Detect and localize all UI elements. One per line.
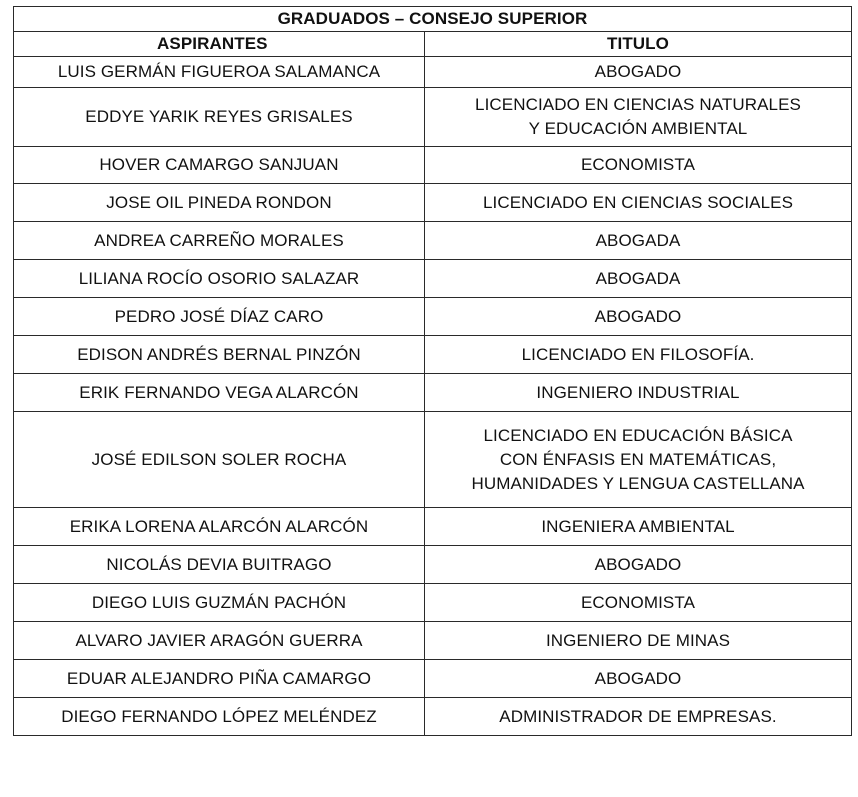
table-row [14,336,852,374]
aspirante-cell: ALVARO JAVIER ARAGÓN GUERRA [14,622,425,660]
table-row [14,147,852,184]
document-page [13,6,851,736]
graduates-table [13,6,852,736]
aspirante-cell: DIEGO LUIS GUZMÁN PACHÓN [14,584,425,622]
titulo-cell: ADMINISTRADOR DE EMPRESAS. [425,698,852,736]
table-title-row [14,7,852,32]
aspirante-cell: HOVER CAMARGO SANJUAN [14,147,425,184]
table-row [14,698,852,736]
titulo-cell: LICENCIADO EN CIENCIAS SOCIALES [425,184,852,222]
aspirante-cell: EDISON ANDRÉS BERNAL PINZÓN [14,336,425,374]
aspirante-cell: LILIANA ROCÍO OSORIO SALAZAR [14,260,425,298]
table-row [14,660,852,698]
aspirante-cell: DIEGO FERNANDO LÓPEZ MELÉNDEZ [14,698,425,736]
table-row [14,222,852,260]
table-row [14,374,852,412]
titulo-cell: ABOGADO [425,57,852,88]
table-row [14,88,852,147]
titulo-cell: INGENIERO DE MINAS [425,622,852,660]
table-row [14,584,852,622]
aspirante-cell: EDDYE YARIK REYES GRISALES [14,88,425,147]
titulo-cell: INGENIERO INDUSTRIAL [425,374,852,412]
aspirante-cell: JOSÉ EDILSON SOLER ROCHA [14,412,425,508]
titulo-cell: ABOGADO [425,660,852,698]
titulo-cell: ECONOMISTA [425,147,852,184]
aspirante-cell: PEDRO JOSÉ DÍAZ CARO [14,298,425,336]
aspirante-cell: ANDREA CARREÑO MORALES [14,222,425,260]
titulo-cell: LICENCIADO EN EDUCACIÓN BÁSICA CON ÉNFASIS EN MATEMÁTICAS, HUMANIDADES Y LENGUA CASTELLANA [425,412,852,508]
table-title: GRADUADOS – CONSEJO SUPERIOR [14,7,852,32]
table-row [14,546,852,584]
titulo-cell: ECONOMISTA [425,584,852,622]
aspirante-cell: JOSE OIL PINEDA RONDON [14,184,425,222]
table-row [14,508,852,546]
aspirante-cell: NICOLÁS DEVIA BUITRAGO [14,546,425,584]
titulo-cell: ABOGADA [425,260,852,298]
table-row [14,260,852,298]
titulo-cell: LICENCIADO EN FILOSOFÍA. [425,336,852,374]
aspirante-cell: ERIK FERNANDO VEGA ALARCÓN [14,374,425,412]
titulo-cell: LICENCIADO EN CIENCIAS NATURALES Y EDUCACIÓN AMBIENTAL [425,88,852,147]
table-row [14,184,852,222]
titulo-cell: ABOGADO [425,298,852,336]
table-row [14,622,852,660]
table-header-row [14,32,852,57]
table-body [14,57,852,736]
column-header-aspirantes: ASPIRANTES [14,32,425,57]
titulo-cell: INGENIERA AMBIENTAL [425,508,852,546]
aspirante-cell: ERIKA LORENA ALARCÓN ALARCÓN [14,508,425,546]
table-row [14,298,852,336]
table-row [14,57,852,88]
aspirante-cell: LUIS GERMÁN FIGUEROA SALAMANCA [14,57,425,88]
aspirante-cell: EDUAR ALEJANDRO PIÑA CAMARGO [14,660,425,698]
titulo-cell: ABOGADO [425,546,852,584]
titulo-cell: ABOGADA [425,222,852,260]
column-header-titulo: TITULO [425,32,852,57]
table-row [14,412,852,508]
